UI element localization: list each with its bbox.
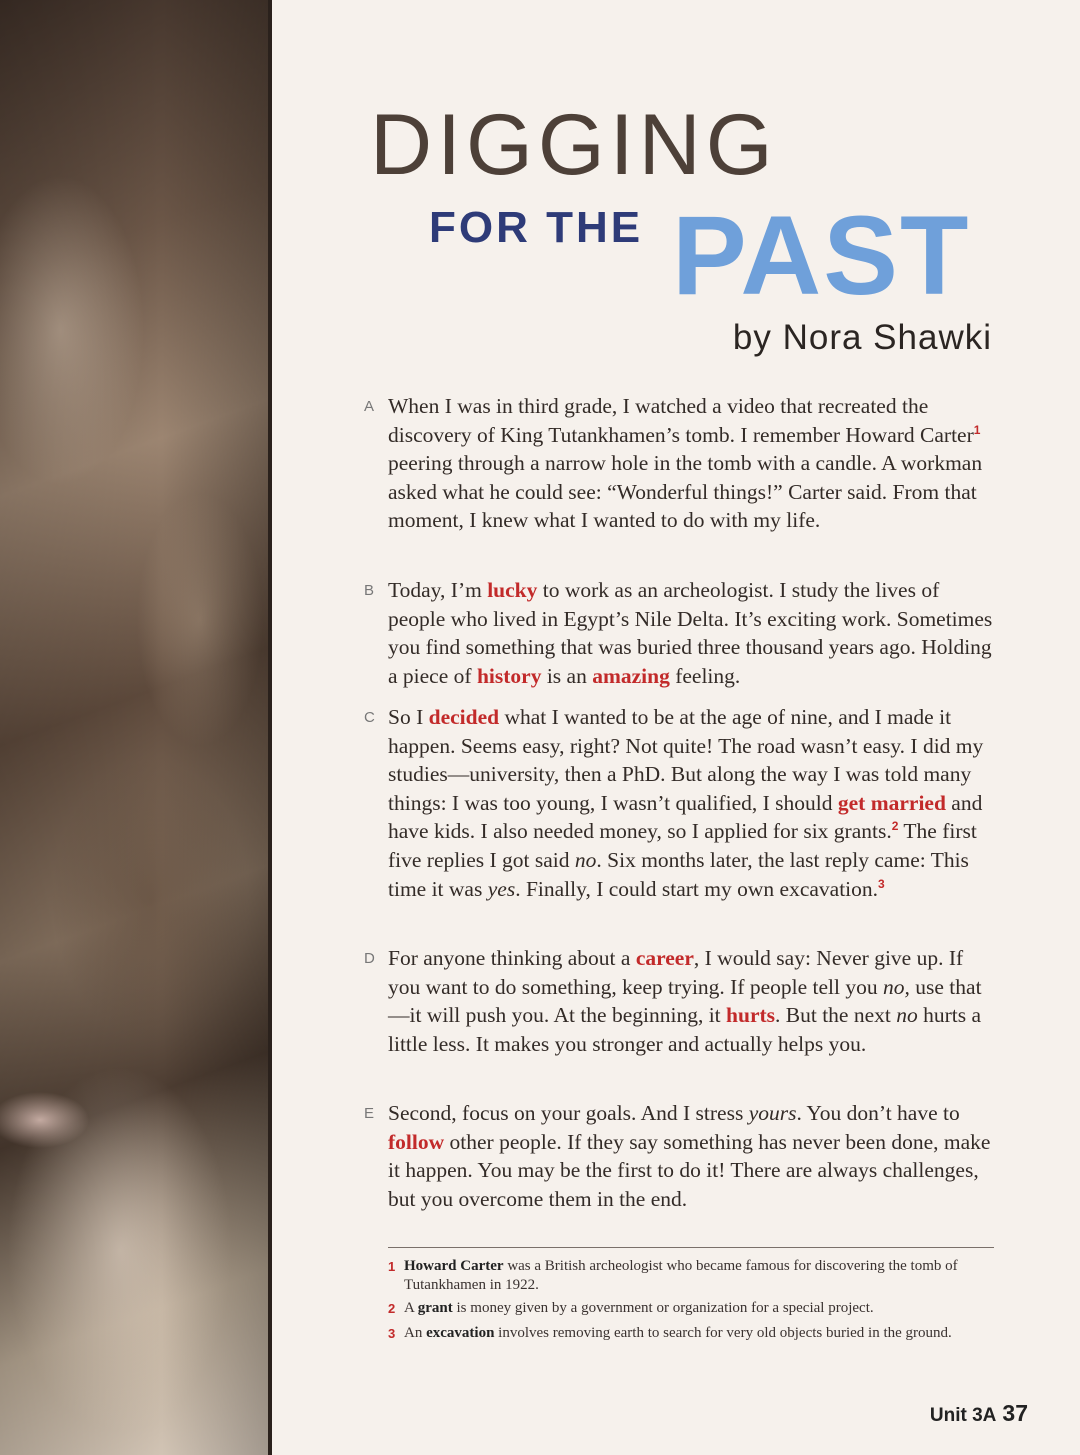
title-for-the: FOR THE xyxy=(429,203,644,252)
footnote-number: 2 xyxy=(388,1301,396,1316)
footnote-ref: 3 xyxy=(878,876,885,891)
paragraph-text: peering through a narrow hole in the tomb with a candle. A workman asked what he could see: “Wonderful things!” Carter said. From that moment, I knew what I wanted to do with my life. xyxy=(388,451,983,533)
footnote-ref: 1 xyxy=(973,422,981,437)
byline: by Nora Shawki xyxy=(732,318,992,357)
keyword-lucky: lucky xyxy=(487,578,538,602)
paragraph-text: For anyone thinking about a xyxy=(388,946,636,970)
unit-label: Unit 3A xyxy=(929,1405,997,1426)
footnote-term: Howard Carter xyxy=(404,1258,504,1274)
paragraph-text: and have kids. I also needed money, so I applied for six grants. xyxy=(388,790,983,844)
keyword-hurts: hurts xyxy=(726,1003,776,1028)
paragraph-text: Today, I’m xyxy=(388,578,488,602)
paragraph-text: is an xyxy=(541,663,593,688)
paragraph-e xyxy=(364,1099,1000,1213)
footnote-term: grant xyxy=(417,1300,453,1316)
footnote-number: 1 xyxy=(388,1259,396,1274)
keyword-decided: decided xyxy=(428,705,500,729)
emphasis-no: no, xyxy=(883,974,910,999)
page-footer xyxy=(930,1400,1028,1427)
emphasis-yes: yes xyxy=(487,876,516,901)
footnote-term: excavation xyxy=(426,1325,495,1341)
keyword-follow: follow xyxy=(388,1129,445,1154)
footnote-ref: 2 xyxy=(891,819,899,834)
page-number: 37 xyxy=(1002,1400,1028,1426)
footnote-3 xyxy=(388,1324,994,1343)
footnote-text: An xyxy=(404,1325,427,1341)
footnote-divider xyxy=(388,1247,994,1248)
paragraph-letter: B xyxy=(364,582,375,599)
paragraph-text: , I would say: Never give up. If you want to do something, keep trying. If people tell you xyxy=(388,946,964,999)
paragraph-letter: A xyxy=(364,398,375,415)
footnote-text: A xyxy=(404,1300,418,1316)
photo-edge xyxy=(268,0,272,1455)
paragraph-d xyxy=(364,944,1000,1058)
cave-photo-shade xyxy=(0,0,270,1455)
keyword-get-married: get married xyxy=(837,790,946,815)
footnote-text: involves removing earth to search for very old objects buried in the ground. xyxy=(494,1325,952,1341)
paragraph-text: hurts a little less. It makes you stronger and actually helps you. xyxy=(388,1003,982,1056)
emphasis-no: no xyxy=(896,1003,918,1028)
footnote-number: 3 xyxy=(388,1326,396,1341)
paragraph-c xyxy=(364,703,1000,903)
emphasis-yours: yours xyxy=(748,1101,797,1125)
paragraph-text: So I xyxy=(388,705,429,729)
footnote-1 xyxy=(388,1257,994,1295)
title-digging: DIGGING xyxy=(370,97,778,193)
paragraph-text: . You don’t have to xyxy=(796,1101,960,1125)
paragraph-text: . Finally, I could start my own excavation. xyxy=(515,876,879,901)
paragraph-text: what I wanted to be at the age of nine, and I made it happen. Seems easy, right? Not quite! The road wasn’t easy. I did my studies—university, then a PhD. But along the way I was told many things: I was too young, I wasn’t qualified, I should xyxy=(388,705,984,815)
paragraph-text: . Six months later, the last reply came: This time it was xyxy=(388,847,969,901)
paragraph-text: use that—it will push you. At the beginning, it xyxy=(388,974,982,1028)
paragraph-letter: D xyxy=(364,950,375,967)
paragraph-letter: E xyxy=(364,1105,375,1122)
footnote-text: was a British archeologist who became famous for discovering the tomb of Tutankhamen in 1922. xyxy=(404,1258,958,1293)
paragraph-text: to work as an archeologist. I study the lives of people who lived in Egypt’s Nile Delta. It’s exciting work. Sometimes you find something that was buried three thousand years ago. Holding a piece of xyxy=(388,578,993,688)
emphasis-no: no xyxy=(574,847,597,872)
paragraph-text: The first five replies I got said xyxy=(388,819,977,872)
title-past: PAST xyxy=(672,193,971,318)
paragraph-letter: C xyxy=(364,709,375,726)
footnote-2 xyxy=(388,1299,994,1318)
paragraph-text: When I was in third grade, I watched a video that recreated the discovery of King Tutankhamen’s tomb. I remember Howard Carter xyxy=(388,394,974,447)
paragraph-b xyxy=(364,576,1000,690)
paragraph-text: . But the next xyxy=(775,1003,897,1028)
keyword-history: history xyxy=(476,663,542,688)
footnote-text: is money given by a government or organization for a special project. xyxy=(452,1300,874,1316)
paragraph-text: feeling. xyxy=(669,663,741,688)
paragraph-text: Second, focus on your goals. And I stress xyxy=(388,1101,749,1125)
paragraph-text: other people. If they say something has never been done, make it happen. You may be the first to do it! There are always challenges, but you overcome them in the end. xyxy=(388,1129,991,1211)
keyword-career: career xyxy=(635,946,694,970)
paragraph-a xyxy=(364,392,1000,535)
keyword-amazing: amazing xyxy=(592,663,670,688)
